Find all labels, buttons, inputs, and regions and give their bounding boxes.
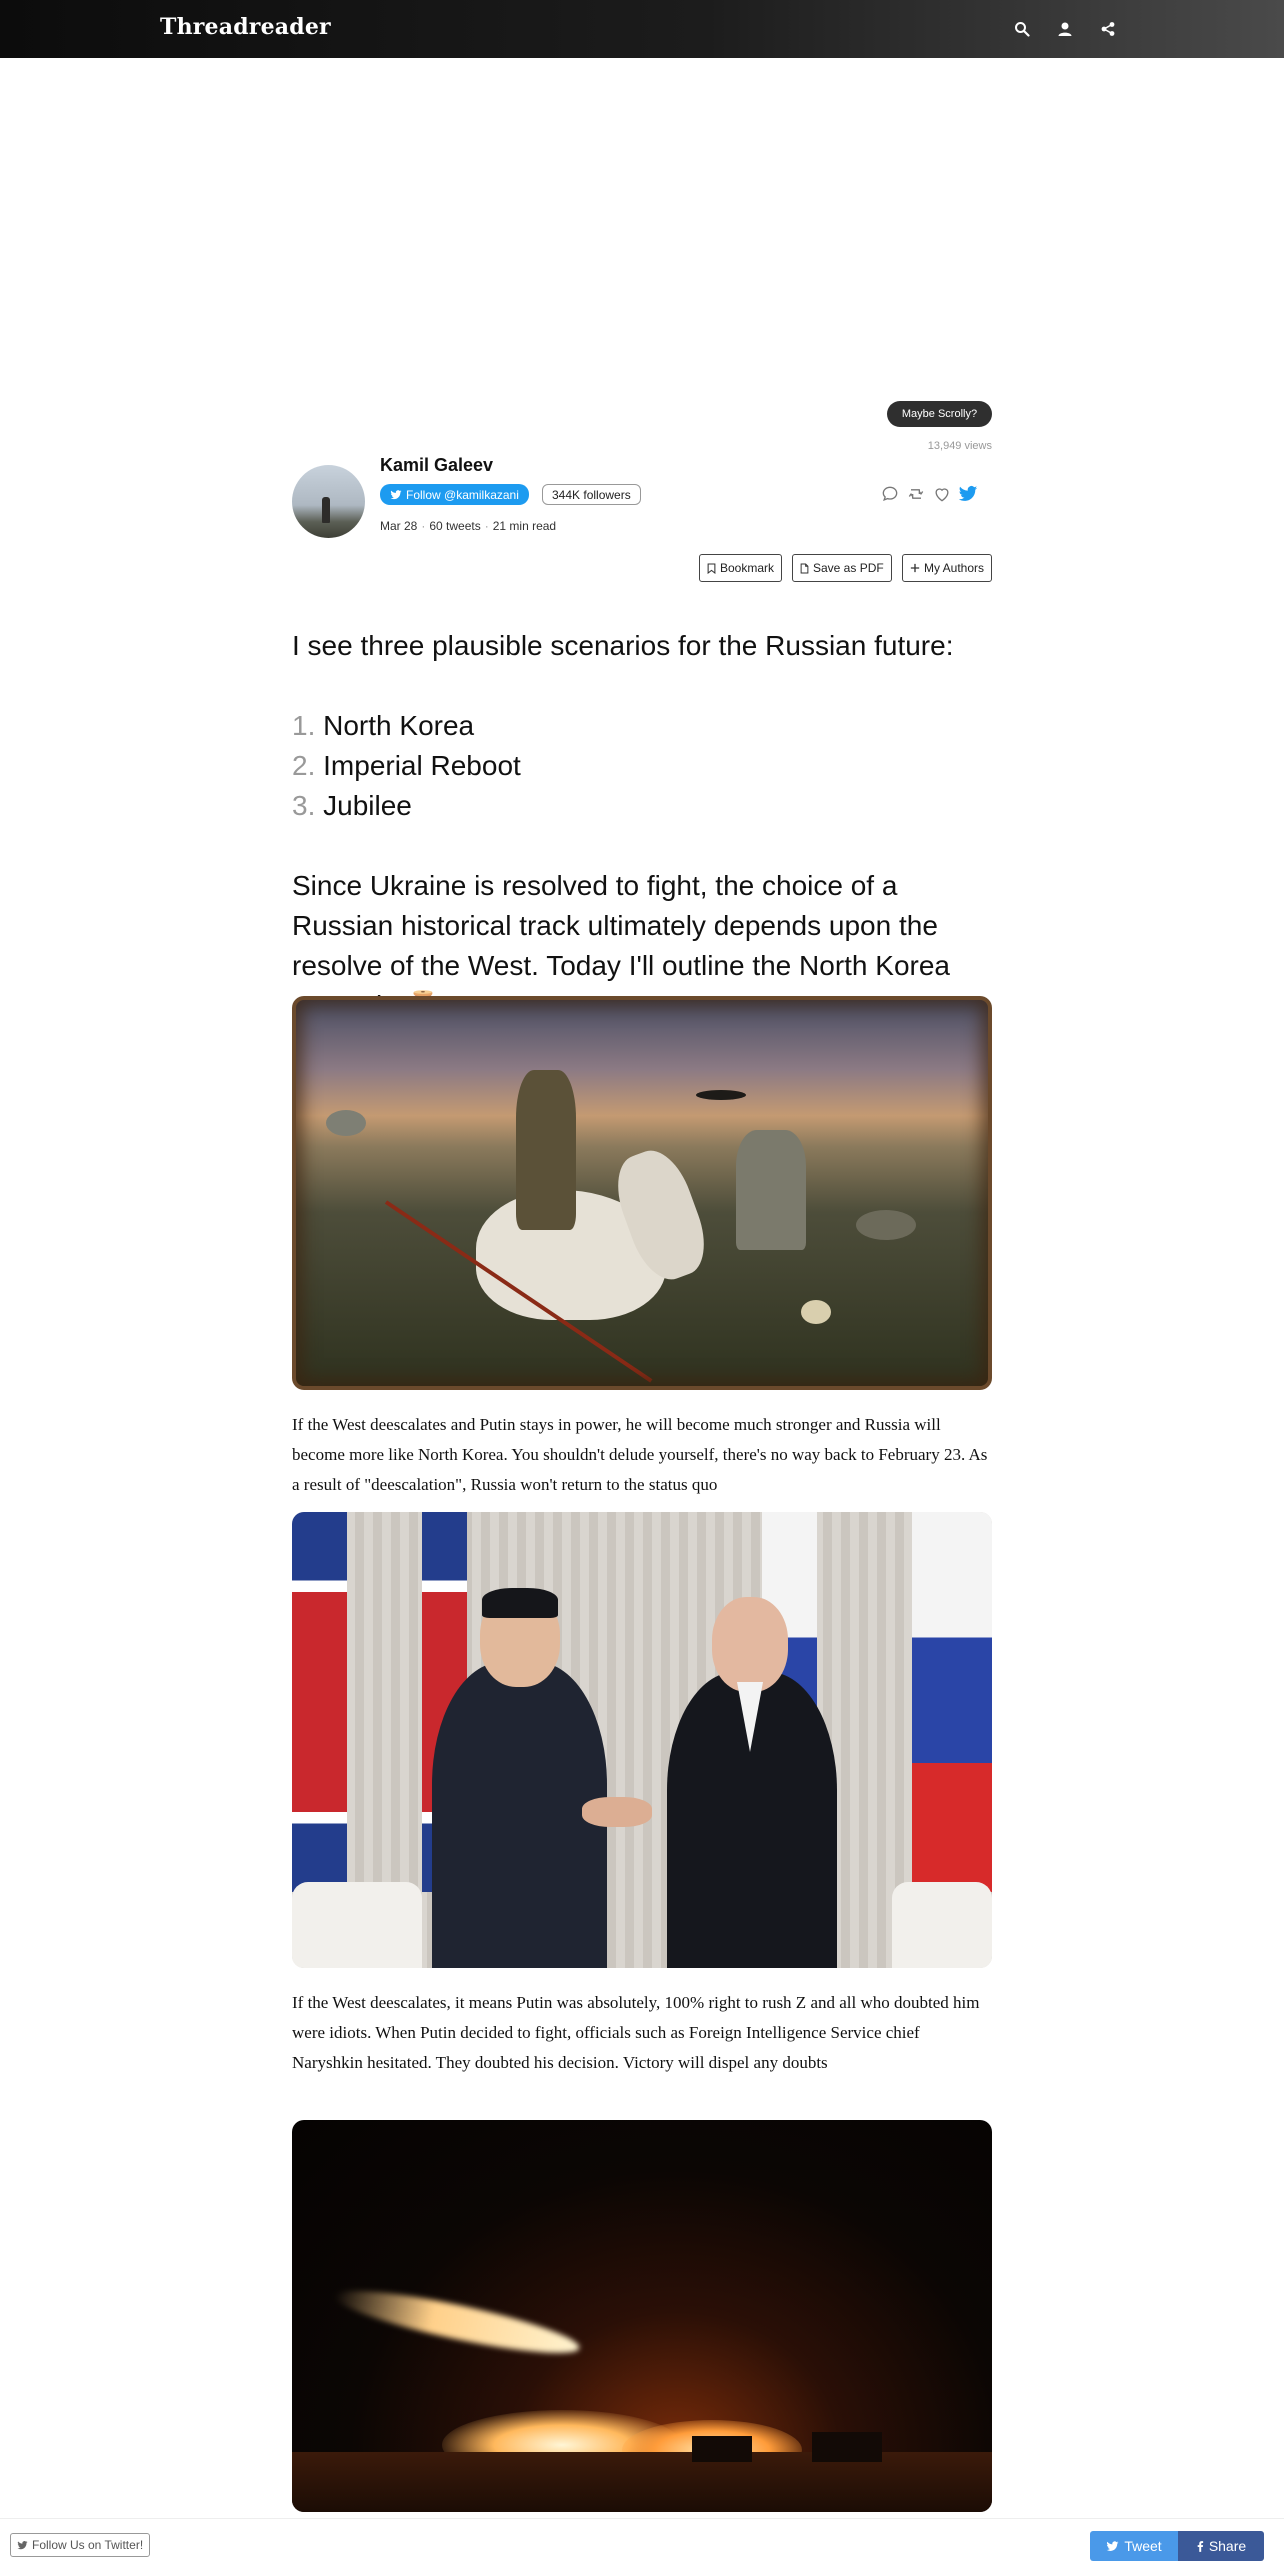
tweet-text: If the West deescalates and Putin stays in power, he will become much stronger and Russia will become more like North Korea. You shouldn't delude yourself, there's no way back to February 23. As a result of "deescalation", Russia won't return to the status quo (292, 1415, 988, 1494)
like-icon[interactable] (932, 484, 952, 504)
handshake-hands (582, 1797, 652, 1827)
my-authors-label: My Authors (924, 561, 985, 575)
scenario-number: 2. (292, 750, 316, 781)
tweet-button[interactable] (1090, 2531, 1178, 2561)
handshake-photo[interactable] (292, 1512, 992, 1968)
retweet-icon[interactable] (906, 484, 926, 504)
maybe-scrolly-button[interactable]: Maybe Scrolly? (887, 401, 992, 427)
rocket-launch-photo[interactable] (292, 2120, 992, 2512)
share-label: Share (1208, 2538, 1247, 2554)
author-name[interactable]: Kamil Galeev (380, 455, 494, 475)
follow-author-button[interactable] (380, 484, 529, 505)
bottom-share-bar (0, 2518, 1284, 2568)
tweet-actions (880, 484, 978, 504)
scenario-item (292, 746, 992, 786)
twitter-link-icon[interactable] (958, 484, 978, 504)
reply-icon[interactable] (880, 484, 900, 504)
rocket-trail (331, 2279, 583, 2364)
bookmark-icon (707, 563, 716, 574)
person-left (432, 1662, 607, 1968)
brand-thread: Thread (160, 14, 249, 40)
avatar-figure (322, 497, 330, 523)
my-authors-button[interactable] (902, 554, 992, 582)
twitter-bird-icon (17, 2540, 28, 2551)
scenario-number: 3. (292, 790, 316, 821)
save-as-pdf-button[interactable] (792, 554, 892, 582)
author-avatar[interactable] (292, 465, 365, 538)
follow-label: Follow @kamilkazani (406, 487, 519, 502)
scenario-label: North Korea (323, 710, 475, 741)
scenario-item (292, 786, 992, 826)
thread-date: Mar 28 (380, 519, 418, 533)
facebook-share-button[interactable] (1178, 2531, 1264, 2561)
view-count: 13,949 views (927, 440, 992, 452)
thread-meta: Mar 28 · 60 tweets · 21 min read (380, 519, 557, 533)
plus-icon (910, 563, 920, 573)
pdf-file-icon (800, 563, 809, 574)
bookmark-button[interactable] (699, 554, 782, 582)
thread-intro: I see three plausible scenarios for the Russian future: (292, 630, 954, 661)
north-korea-flag (292, 1512, 347, 1892)
thread-lead-paragraph: Since Ukraine is resolved to fight, the choice of a Russian historical track ultimately depends upon the resolve of the West. Today I'll outline the North Korea (292, 870, 950, 981)
follow-us-label: Follow Us on Twitter! (32, 2538, 144, 2552)
user-icon[interactable] (1053, 17, 1077, 41)
followers-count[interactable]: 344K followers (542, 484, 641, 505)
share-icon[interactable] (1096, 17, 1120, 41)
ad-space (0, 58, 1284, 398)
knight-painting-image[interactable] (292, 996, 992, 1390)
tweet-text: If the West deescalates, it means Putin was absolutely, 100% right to rush Z and all who doubted him were idiots. When Putin decided to fight, officials such as Foreign Intelligence Service chief Naryshkin hesitated. They doubted his decision. Victory will dispel any doubts (292, 1993, 980, 2072)
follow-us-twitter-button[interactable] (10, 2533, 150, 2557)
brand-logo[interactable] (160, 14, 331, 40)
read-time: 21 min read (492, 519, 557, 533)
tweet-label: Tweet (1124, 2538, 1162, 2554)
top-navbar (0, 0, 1284, 58)
twitter-bird-icon (390, 489, 402, 501)
brand-reader: reader (248, 14, 331, 40)
launcher-vehicle (812, 2432, 882, 2462)
search-icon[interactable] (1010, 17, 1034, 41)
scenario-number: 1. (292, 710, 316, 741)
twitter-bird-icon (1106, 2540, 1119, 2553)
tweet-count: 60 tweets (429, 519, 481, 533)
bookmark-label: Bookmark (720, 561, 775, 575)
scenario-item (292, 706, 992, 746)
save-pdf-label: Save as PDF (813, 561, 884, 575)
russia-flag (912, 1512, 992, 1892)
launcher-vehicle (692, 2436, 752, 2462)
facebook-icon (1196, 2540, 1204, 2553)
scenario-label: Jubilee (323, 790, 412, 821)
scenario-label: Imperial Reboot (323, 750, 521, 781)
